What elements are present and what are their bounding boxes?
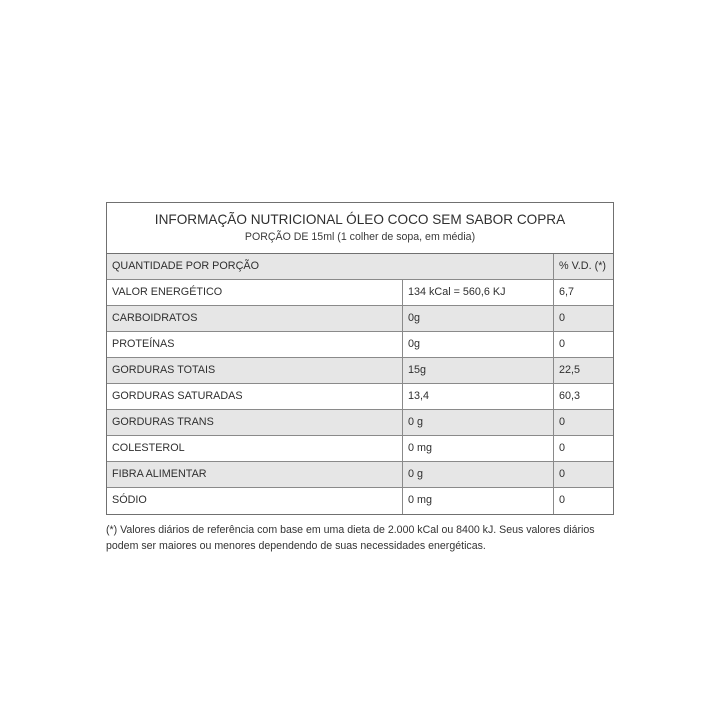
nutrient-dv: 0 [559,338,566,350]
serving-size: PORÇÃO DE 15ml (1 colher de sopa, em média) [244,231,476,243]
nutrient-name: PROTEÍNAS [107,332,403,357]
table-row [107,436,613,462]
nutrient-amount: 0 g [403,462,554,487]
nutrition-table [106,202,614,515]
table-title: INFORMAÇÃO NUTRICIONAL ÓLEO COCO SEM SABOR COPRA [154,212,566,227]
nutrient-name: GORDURAS SATURADAS [107,384,403,409]
nutrient-amount: 15g [403,358,554,383]
nutrient-dv: 0 [559,416,566,428]
nutrient-name: FIBRA ALIMENTAR [107,462,403,487]
daily-value-header: % V.D. (*) [559,260,606,272]
table-row [107,332,613,358]
nutrient-dv: 0 [559,468,566,480]
nutrient-name: COLESTEROL [107,436,403,461]
table-heading [107,203,613,254]
nutrient-dv: 22,5 [559,364,581,376]
nutrient-amount: 0 mg [403,436,554,461]
table-row [107,462,613,488]
footnote [106,522,616,554]
table-row [107,410,613,436]
nutrient-amount: 0 g [403,410,554,435]
nutrient-dv: 60,3 [559,390,581,402]
nutrient-amount: 0g [403,332,554,357]
nutrient-amount: 0 mg [403,488,554,514]
nutrient-name: VALOR ENERGÉTICO [107,280,403,305]
nutrient-name: CARBOIDRATOS [107,306,403,331]
table-row [107,306,613,332]
nutrient-amount: 0g [403,306,554,331]
nutrient-dv: 0 [559,494,566,506]
footnote-line-1: (*) Valores diários de referência com base em uma dieta de 2.000 kCal ou 8400 kJ. Seus valores diários [106,524,595,536]
quantity-per-serving-header: QUANTIDADE POR PORÇÃO [107,254,554,279]
nutrient-name: GORDURAS TRANS [107,410,403,435]
nutrient-name: GORDURAS TOTAIS [107,358,403,383]
nutrient-dv: 6,7 [559,286,575,298]
nutrient-dv: 0 [559,312,566,324]
nutrient-dv: 0 [559,442,566,454]
nutrient-amount: 13,4 [403,384,554,409]
table-row [107,280,613,306]
table-row [107,358,613,384]
table-row [107,384,613,410]
table-row [107,488,613,514]
nutrient-amount: 134 kCal = 560,6 KJ [403,280,554,305]
header-row [107,254,613,280]
nutrient-name: SÓDIO [107,488,403,514]
footnote-line-2: podem ser maiores ou menores dependendo de suas necessidades energéticas. [106,540,486,552]
